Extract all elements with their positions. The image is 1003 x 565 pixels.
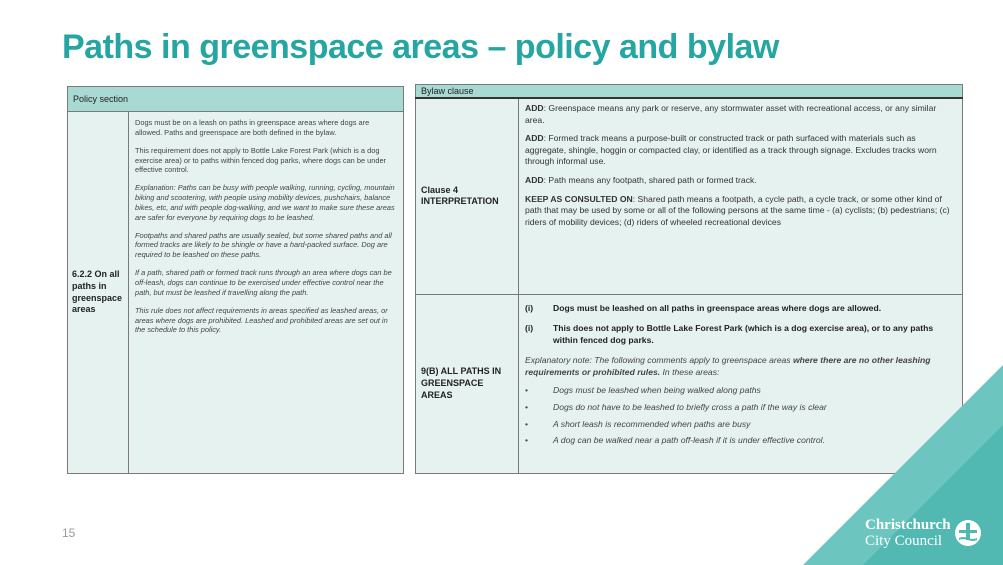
council-emblem-icon bbox=[954, 519, 982, 547]
bylaw-item: KEEP AS CONSULTED ON: Shared path means a footpath, a cycle path, a cycle track, or some other kind of path that may be used by some or all of the following persons at the same time - (a) cyclists; (b) pedestrians; (c) riders of mobility devices; (d) riders of wheeled recreational devices bbox=[525, 193, 950, 227]
bullet-item: • Dogs must be leashed when being walked along paths bbox=[525, 385, 761, 396]
policy-label: 6.2.2 On all paths in greenspace areas bbox=[68, 112, 129, 474]
bylaw-row1-label: Clause 4 INTERPRETATION bbox=[416, 98, 519, 294]
policy-para: If a path, shared path or formed track runs through an area where dogs can be off-leash, dogs can continue to be exercised under effective control near the path, but must be leashed if travelling along the path. bbox=[135, 268, 392, 297]
policy-body bbox=[129, 112, 404, 474]
policy-para: Dogs must be on a leash on paths in greenspace areas where dogs are allowed. Paths and greenspace are both defined in the bylaw. bbox=[135, 118, 370, 137]
bylaw-item: ADD: Formed track means a purpose-built or constructed track or path surfaced with materials such as aggregate, shingle, hoggin or compacted clay, or identified as a track through signage. Excludes tracks worn through informal use. bbox=[525, 133, 937, 167]
explanatory-note: Explanatory note: The following comments apply to greenspace areas where there are no other leashing requirements or prohibited rules. In these areas: bbox=[525, 355, 931, 377]
bylaw-header: Bylaw clause bbox=[416, 85, 963, 99]
council-logo bbox=[865, 518, 951, 549]
page-title: Paths in greenspace areas – policy and bylaw bbox=[62, 28, 779, 66]
logo-line2: City Council bbox=[865, 533, 943, 549]
page-number: 15 bbox=[62, 526, 76, 540]
policy-header: Policy section bbox=[68, 87, 404, 112]
policy-para: This requirement does not apply to Bottle Lake Forest Park (which is a dog exercise area) or to paths within fenced dog parks, where dogs can be under effective control. bbox=[135, 145, 387, 175]
bullet-item: • A short leash is recommended when paths are busy bbox=[525, 418, 751, 429]
numbered-item: (i) Dogs must be leashed on all paths in greenspace areas where dogs are allowed. bbox=[525, 302, 882, 313]
bylaw-item: ADD: Path means any footpath, shared path or formed track. bbox=[525, 174, 757, 185]
bullet-item: • Dogs do not have to be leashed to briefly cross a path if the way is clear bbox=[525, 402, 827, 413]
bylaw-item: ADD: Greenspace means any park or reserve, any stormwater asset with recreational access, or any similar area. bbox=[525, 103, 937, 125]
policy-para: Footpaths and shared paths are usually sealed, but some shared paths and all formed tracks are likely to be shingle or have a hard-packed surface. Dog are required to be leashed on these paths. bbox=[135, 230, 392, 260]
policy-para: Explanation: Paths can be busy with people walking, running, cycling, mountain biking and scootering, with people using mobility devices, pushchairs, balance bikes, etc, and with people dog-walking, and we want to make sure these areas are safer for everyone by requiring dogs to be leashed. bbox=[135, 183, 395, 222]
bylaw-row1-body bbox=[519, 98, 963, 294]
numbered-item: (i) This does not apply to Bottle Lake Forest Park (which is a dog exercise area), or to any paths within fenced dog parks. bbox=[525, 323, 934, 345]
policy-para: This rule does not affect requirements in areas specified as leashed areas, or areas where dogs are prohibited. Leashed and prohibited areas are set out in the schedule to this policy. bbox=[135, 305, 388, 335]
bylaw-row2-label: 9(B) ALL PATHS IN GREENSPACE AREAS bbox=[416, 294, 519, 474]
bullet-item: • A dog can be walked near a path off-leash if it is under effective control. bbox=[525, 435, 825, 446]
logo-line1: Christchurch bbox=[865, 517, 951, 533]
policy-table bbox=[67, 86, 404, 474]
